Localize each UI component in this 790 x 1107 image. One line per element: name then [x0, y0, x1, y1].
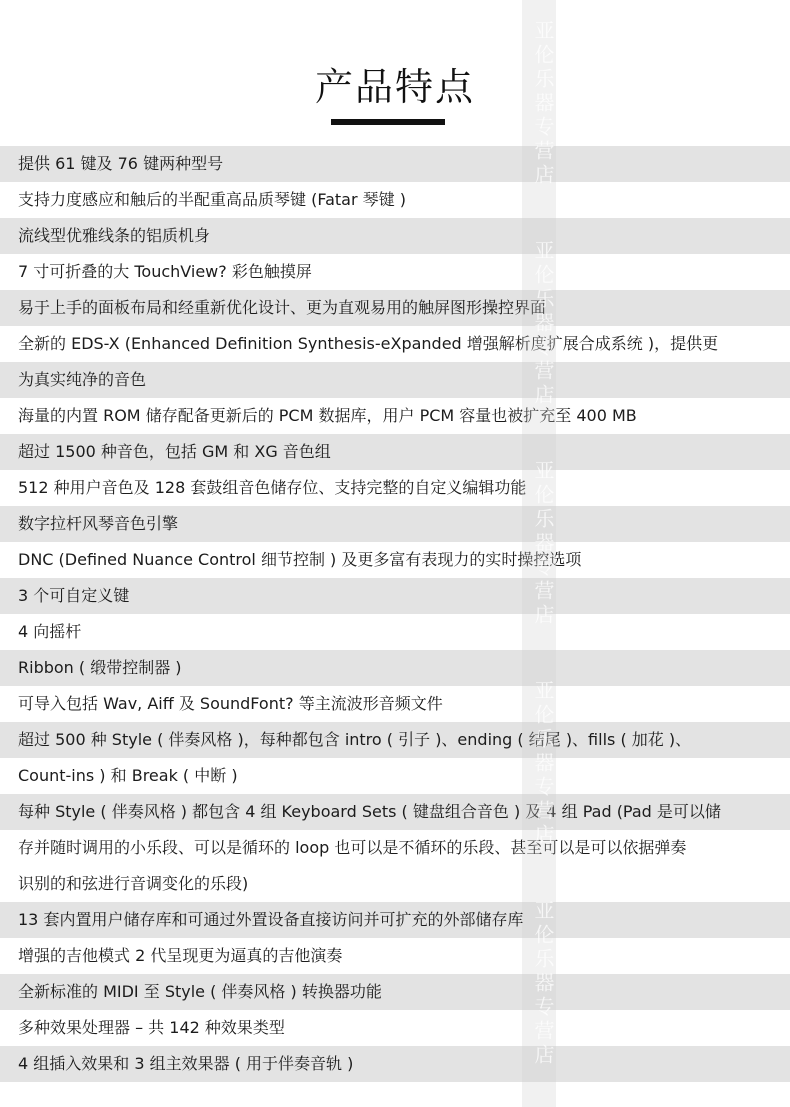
- feature-row: 全新的 EDS-X (Enhanced Definition Synthesis-eXpanded 增强解析度扩展合成系统 )，提供更: [0, 326, 790, 362]
- feature-row: 7 寸可折叠的大 TouchView? 彩色触摸屏: [0, 254, 790, 290]
- feature-row: 13 套内置用户储存库和可通过外置设备直接访问并可扩充的外部储存库: [0, 902, 790, 938]
- page-header: [0, 0, 790, 146]
- watermark-text: 亚伦乐器专营店: [531, 240, 555, 408]
- feature-row: 3 个可自定义键: [0, 578, 790, 614]
- feature-row: Ribbon ( 缎带控制器 ): [0, 650, 790, 686]
- feature-row: 数字拉杆风琴音色引擎: [0, 506, 790, 542]
- feature-row: 提供 61 键及 76 键两种型号: [0, 146, 790, 182]
- feature-row: 全新标准的 MIDI 至 Style ( 伴奏风格 ) 转换器功能: [0, 974, 790, 1010]
- feature-row: Count-ins ) 和 Break ( 中断 ): [0, 758, 790, 794]
- feature-row: 4 向摇杆: [0, 614, 790, 650]
- feature-row: 为真实纯净的音色: [0, 362, 790, 398]
- watermark-text: 亚伦乐器专营店: [531, 460, 555, 628]
- feature-row: 易于上手的面板布局和经重新优化设计、更为直观易用的触屏图形操控界面: [0, 290, 790, 326]
- feature-row: 支持力度感应和触后的半配重高品质琴键 (Fatar 琴键 ): [0, 182, 790, 218]
- feature-list: [0, 146, 790, 1082]
- watermark-text: 亚伦乐器专营店: [531, 20, 555, 188]
- feature-row: 超过 500 种 Style ( 伴奏风格 )，每种都包含 intro ( 引子 )、ending ( 结尾 )、fills ( 加花 )、: [0, 722, 790, 758]
- feature-row: 多种效果处理器 – 共 142 种效果类型: [0, 1010, 790, 1046]
- feature-row: 4 组插入效果和 3 组主效果器 ( 用于伴奏音轨 ): [0, 1046, 790, 1082]
- feature-row: 流线型优雅线条的铝质机身: [0, 218, 790, 254]
- feature-row: 存并随时调用的小乐段、可以是循环的 loop 也可以是不循环的乐段、甚至可以是可以依据弹奏: [0, 830, 790, 866]
- feature-row: 超过 1500 种音色，包括 GM 和 XG 音色组: [0, 434, 790, 470]
- feature-row: 可导入包括 Wav, Aiff 及 SoundFont? 等主流波形音频文件: [0, 686, 790, 722]
- feature-row: 识别的和弦进行音调变化的乐段): [0, 866, 790, 902]
- page-title: 产品特点: [314, 65, 475, 109]
- feature-row: 512 种用户音色及 128 套鼓组音色储存位、支持完整的自定义编辑功能: [0, 470, 790, 506]
- watermark-text: 亚伦乐器专营店: [531, 680, 555, 848]
- title-underline: [331, 119, 445, 125]
- feature-row: 增强的吉他模式 2 代呈现更为逼真的吉他演奏: [0, 938, 790, 974]
- feature-row: 海量的内置 ROM 储存配备更新后的 PCM 数据库，用户 PCM 容量也被扩充至 400 MB: [0, 398, 790, 434]
- feature-row: DNC (Defined Nuance Control 细节控制 ) 及更多富有表现力的实时操控选项: [0, 542, 790, 578]
- watermark-text: 亚伦乐器专营店: [531, 900, 555, 1068]
- feature-row: 每种 Style ( 伴奏风格 ) 都包含 4 组 Keyboard Sets ( 键盘组合音色 ) 及 4 组 Pad (Pad 是可以储: [0, 794, 790, 830]
